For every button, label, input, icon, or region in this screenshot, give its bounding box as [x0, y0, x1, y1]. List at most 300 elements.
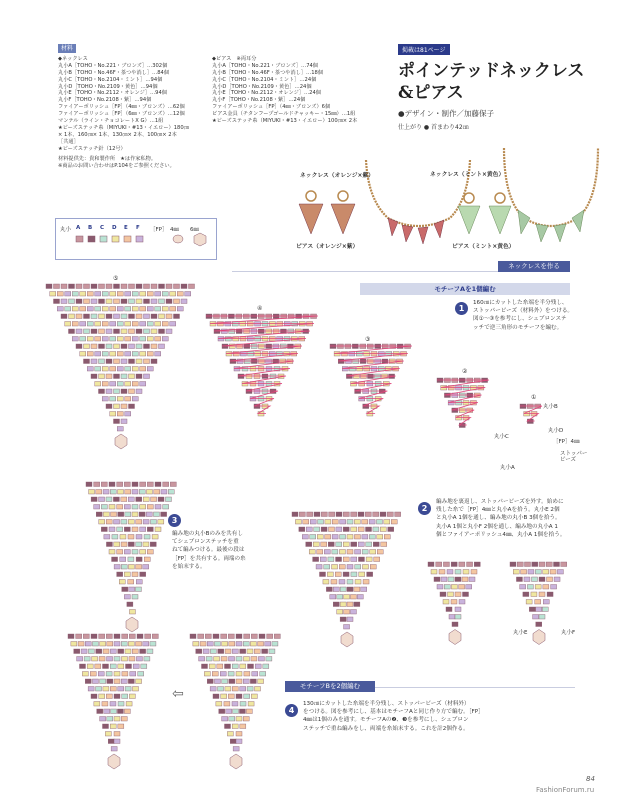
bead [351, 512, 357, 517]
bead [85, 642, 91, 647]
bead [106, 329, 112, 334]
bead [129, 359, 135, 364]
materials-line: 丸小E［TOHO・No.2112・オレンジ］…24個 [212, 90, 321, 97]
bead [103, 724, 109, 729]
materials-line: 丸小E［TOHO・No.2112・オレンジ］…94個 [58, 90, 167, 97]
bead [554, 562, 560, 567]
bead [225, 649, 231, 654]
bead [170, 292, 176, 297]
instruction-line: をつける。図を参考にし、基本はモチーフAと同じ作り方で編む。［FP］ [303, 709, 484, 716]
bead [162, 307, 168, 312]
bead [203, 649, 209, 654]
bead [557, 570, 563, 575]
bead [347, 565, 353, 570]
bead [222, 642, 228, 647]
bead [325, 535, 331, 540]
label-stopper: ストッパー ビーズ [560, 451, 588, 463]
bead [152, 634, 158, 639]
bead [146, 490, 152, 495]
bead [114, 329, 120, 334]
materials-line: ファイアーポリッシュ［FP］（4㎜・ブロンズ）…62個 [58, 104, 185, 111]
bead [459, 600, 465, 605]
bead [380, 512, 386, 517]
bead [106, 634, 112, 639]
bead [129, 657, 135, 662]
bead [117, 397, 123, 402]
bead [240, 687, 246, 692]
bead [218, 687, 224, 692]
instruction-line: 残した糸で［FP］4㎜と丸小Aを拾う。丸小E 2個 [436, 507, 560, 514]
bead [124, 527, 130, 532]
bead [228, 694, 234, 699]
bead [147, 322, 153, 327]
bead [449, 615, 455, 620]
materials-line: 丸小C［TOHO・No.2104・ミント］…94個 [58, 76, 163, 83]
bead [144, 557, 150, 562]
bead [340, 535, 346, 540]
bead [527, 585, 533, 590]
bead [243, 679, 249, 684]
bead [517, 562, 523, 567]
bead [332, 565, 338, 570]
bead [363, 580, 369, 585]
bead [132, 382, 138, 387]
fp-bead [230, 754, 242, 769]
bead [329, 512, 335, 517]
materials-line: ★ビーズステッチ糸（MIYUKI・#13・イエロー）100㎝× 2本 [212, 118, 358, 125]
bead [240, 649, 246, 654]
bead [91, 329, 97, 334]
bead [272, 642, 278, 647]
bead [233, 709, 239, 714]
bead [335, 572, 341, 577]
bead [266, 657, 272, 662]
bead [80, 322, 86, 327]
bead [274, 634, 280, 639]
bead [144, 314, 150, 319]
bead [69, 329, 75, 334]
bead [521, 570, 527, 575]
bead [110, 352, 116, 357]
bead [523, 592, 529, 597]
materials-line: 丸小A［TOHO・No.221・ブロンズ］…74個 [212, 62, 318, 69]
bead [144, 657, 150, 662]
bead [91, 694, 97, 699]
bead [351, 527, 357, 532]
bead [103, 490, 109, 495]
bead [299, 512, 305, 517]
label-maru-f: 丸小F [561, 630, 576, 636]
bead [526, 600, 532, 605]
bead [91, 299, 97, 304]
bead [88, 687, 94, 692]
bead [152, 535, 158, 540]
bead [228, 672, 234, 677]
bead [551, 585, 557, 590]
bead [150, 642, 156, 647]
bead [96, 490, 102, 495]
designer-credit: ●デザイン・制作／加藤保子 [398, 109, 495, 118]
bead [110, 322, 116, 327]
bead [320, 572, 326, 577]
bead [84, 359, 90, 364]
bead [110, 367, 116, 372]
bead [332, 520, 338, 525]
bead [347, 580, 353, 585]
bead [170, 322, 176, 327]
bead [110, 307, 116, 312]
bead [314, 512, 320, 517]
bead [84, 344, 90, 349]
bead [136, 329, 142, 334]
bead [451, 585, 457, 590]
bead [292, 512, 298, 517]
bead [307, 512, 313, 517]
bead [204, 672, 210, 677]
bead [136, 314, 142, 319]
bead [117, 322, 123, 327]
bead [128, 565, 134, 570]
bead [132, 307, 138, 312]
bead [240, 702, 246, 707]
bead [99, 314, 105, 319]
bead [377, 550, 383, 555]
bead [459, 562, 465, 567]
materials-line: ［共通］ [58, 138, 79, 145]
legend-prefix: 丸小 [60, 227, 72, 233]
bead-triangle [428, 562, 480, 645]
bead [155, 307, 161, 312]
instruction-line: 130㎝にカットした糸端を半分残し、ストッパービーズ（材料外） [303, 701, 470, 707]
bead [331, 580, 337, 585]
bead [120, 557, 126, 562]
bead [69, 299, 75, 304]
bead [112, 535, 118, 540]
bead [61, 314, 67, 319]
bead [243, 717, 249, 722]
bead [452, 622, 458, 627]
bead [155, 482, 161, 487]
bead [144, 344, 150, 349]
bead [199, 657, 205, 662]
bead [117, 382, 123, 387]
bead [128, 679, 134, 684]
bead [80, 292, 86, 297]
bead [117, 550, 123, 555]
bead [547, 577, 553, 582]
materials-line: 丸小B［TOHO・No.46F・茶つや消し］…84個 [58, 69, 170, 76]
bead [85, 679, 91, 684]
bead [181, 299, 187, 304]
bead [200, 642, 206, 647]
materials-line: 丸小D［TOHO・No.2109・黄色］…94個 [58, 83, 158, 90]
bead [140, 367, 146, 372]
bead [107, 717, 113, 722]
bead [122, 587, 128, 592]
bead [225, 724, 231, 729]
bead [125, 322, 131, 327]
bead [463, 570, 469, 575]
bead [129, 694, 135, 699]
bead [143, 565, 149, 570]
bead [542, 607, 548, 612]
bead [99, 359, 105, 364]
bead [376, 520, 382, 525]
bead [136, 535, 142, 540]
bead [117, 527, 123, 532]
bead [536, 622, 542, 627]
bead [124, 505, 130, 510]
bead-triangle [292, 512, 401, 647]
bead [232, 664, 238, 669]
bead [222, 717, 228, 722]
bead [87, 292, 93, 297]
bead-triangle [206, 314, 318, 416]
instruction-line: てシェブロンステッチを重 [172, 539, 239, 546]
bead [110, 664, 116, 669]
bead [132, 292, 138, 297]
bead [513, 570, 519, 575]
materials-line: マンテル（ライン・チョコレートX G）…1組 [58, 118, 164, 125]
instruction-line: 丸小A 1個と丸小F 2個を通し、編み地の丸小A 1 [436, 523, 558, 530]
bead [377, 535, 383, 540]
bead [129, 299, 135, 304]
bead [455, 615, 461, 620]
bead [150, 542, 156, 547]
bead [87, 664, 93, 669]
bead [121, 329, 127, 334]
bead [321, 542, 327, 547]
bead [114, 314, 120, 319]
bead [121, 389, 127, 394]
bead-triangle [520, 404, 542, 424]
bead [121, 565, 127, 570]
bead [57, 292, 63, 297]
bead [114, 717, 120, 722]
bead [347, 602, 353, 607]
materials-line: ◆ピアス ※両耳分 [212, 56, 257, 62]
materials-line: 丸小C［TOHO・No.2104・ミント］…24個 [212, 76, 317, 83]
legend-letter: C [100, 225, 105, 231]
legend-6mm: 6㎜ [190, 227, 199, 233]
bead [366, 542, 372, 547]
bead [78, 642, 84, 647]
bead [531, 592, 537, 597]
bead [309, 550, 315, 555]
bead [84, 657, 90, 662]
bead [339, 550, 345, 555]
bead [143, 542, 149, 547]
bead [102, 382, 108, 387]
bead [347, 617, 353, 622]
bead [117, 482, 123, 487]
label-earrings-mint: ピアス（ミント×黄色） [452, 244, 515, 250]
bead [121, 497, 127, 502]
legend-letter: F [136, 225, 140, 231]
bead [229, 657, 235, 662]
bead [210, 687, 216, 692]
diagram-number-5: ⑤ [113, 275, 119, 282]
bead [455, 570, 461, 575]
bead [143, 642, 149, 647]
bead [110, 412, 116, 417]
bead [339, 565, 345, 570]
bead [155, 322, 161, 327]
materials-line: ファイアーポリッシュ［FP］（4㎜・ブロンズ）6個 [212, 104, 331, 111]
bead [229, 679, 235, 684]
bead [113, 497, 119, 502]
bead [110, 687, 116, 692]
bead [132, 352, 138, 357]
bead [358, 557, 364, 562]
bead [140, 572, 146, 577]
bead [236, 739, 242, 744]
bead [125, 307, 131, 312]
bead [344, 595, 350, 600]
bead [102, 322, 108, 327]
bead [151, 359, 157, 364]
bead [227, 732, 233, 737]
bead [110, 490, 116, 495]
bead [159, 284, 165, 289]
bead [448, 592, 454, 597]
instruction-line: 160㎝にカットした糸端を半分残し、 [473, 300, 568, 306]
bead [471, 570, 477, 575]
bead [310, 520, 316, 525]
bead [254, 649, 260, 654]
bead [355, 550, 361, 555]
bead [87, 307, 93, 312]
bead [243, 657, 249, 662]
bead [147, 527, 153, 532]
fp-bead [126, 617, 138, 632]
bead [324, 550, 330, 555]
bead [140, 337, 146, 342]
bead [80, 352, 86, 357]
bead [250, 642, 256, 647]
bead [99, 299, 105, 304]
bead [129, 389, 135, 394]
bead [106, 497, 112, 502]
bead [91, 359, 97, 364]
label-maru-a: 丸小A [500, 465, 515, 471]
bead [146, 512, 152, 517]
bead [259, 634, 265, 639]
bead [132, 687, 138, 692]
bead [65, 292, 71, 297]
bead [121, 542, 127, 547]
bead [65, 322, 71, 327]
bead [443, 562, 449, 567]
bead [166, 314, 172, 319]
bead [340, 602, 346, 607]
bead [340, 617, 346, 622]
bead [539, 615, 545, 620]
label-necklace-orange: ネックレス（オレンジ×紫） [300, 173, 374, 179]
bead [295, 520, 301, 525]
bead [233, 747, 239, 752]
bead [121, 717, 127, 722]
bead [132, 337, 138, 342]
step-3-badge: 3 [168, 514, 181, 527]
bead [125, 397, 131, 402]
bead [225, 664, 231, 669]
bead [336, 557, 342, 562]
bead [110, 649, 116, 654]
bead [117, 427, 123, 432]
bead [370, 550, 376, 555]
bead [321, 527, 327, 532]
bead [76, 314, 82, 319]
bead [102, 367, 108, 372]
bead [91, 497, 97, 502]
bead [61, 299, 67, 304]
bead [147, 482, 153, 487]
bead [373, 512, 379, 517]
diagram-number-2: ② [462, 368, 468, 375]
bead [89, 490, 95, 495]
legend-4mm: 4㎜ [170, 227, 179, 233]
bead [106, 314, 112, 319]
bead [151, 344, 157, 349]
bead [153, 512, 159, 517]
materials-note: ※商品のお問い合わせはP.104をご参照ください。 [58, 163, 175, 170]
fp-bead [449, 630, 461, 645]
bead [121, 419, 127, 424]
bead [531, 577, 537, 582]
section-bar-motif-b: モチーフBを2個編む [285, 681, 375, 692]
legend-letter: B [88, 225, 93, 231]
instruction-line: ねて編みつける。最後の段は [172, 547, 245, 554]
bead [84, 299, 90, 304]
bead [114, 732, 120, 737]
bead [111, 709, 117, 714]
bead [109, 505, 115, 510]
bead [136, 299, 142, 304]
bead [126, 664, 132, 669]
bead [124, 482, 130, 487]
bead [251, 657, 257, 662]
bead [95, 367, 101, 372]
bead [129, 610, 135, 615]
bead [436, 562, 442, 567]
bead [166, 284, 172, 289]
bead [114, 657, 120, 662]
bead [339, 580, 345, 585]
bead [159, 299, 165, 304]
materials-line: ファイアーポリッシュ［FP］（6㎜・ブロンズ）…12個 [58, 111, 185, 118]
bead [125, 352, 131, 357]
bead [112, 557, 118, 562]
materials-line: ◆ネックレス [58, 56, 88, 62]
bead [529, 607, 535, 612]
materials-line: 丸小D［TOHO・No.2109・黄色］…24個 [212, 83, 312, 90]
bead [136, 557, 142, 562]
bead [535, 585, 541, 590]
bead [128, 557, 134, 562]
bead [144, 374, 150, 379]
bead [267, 634, 273, 639]
bead [114, 404, 120, 409]
bead [325, 520, 331, 525]
instruction-line: 図①〜③を参考にし、シェブロンステ [473, 316, 567, 323]
bead [232, 724, 238, 729]
bead [214, 679, 220, 684]
bead [543, 585, 549, 590]
bead [213, 694, 219, 699]
bead [528, 570, 534, 575]
bead [86, 482, 92, 487]
